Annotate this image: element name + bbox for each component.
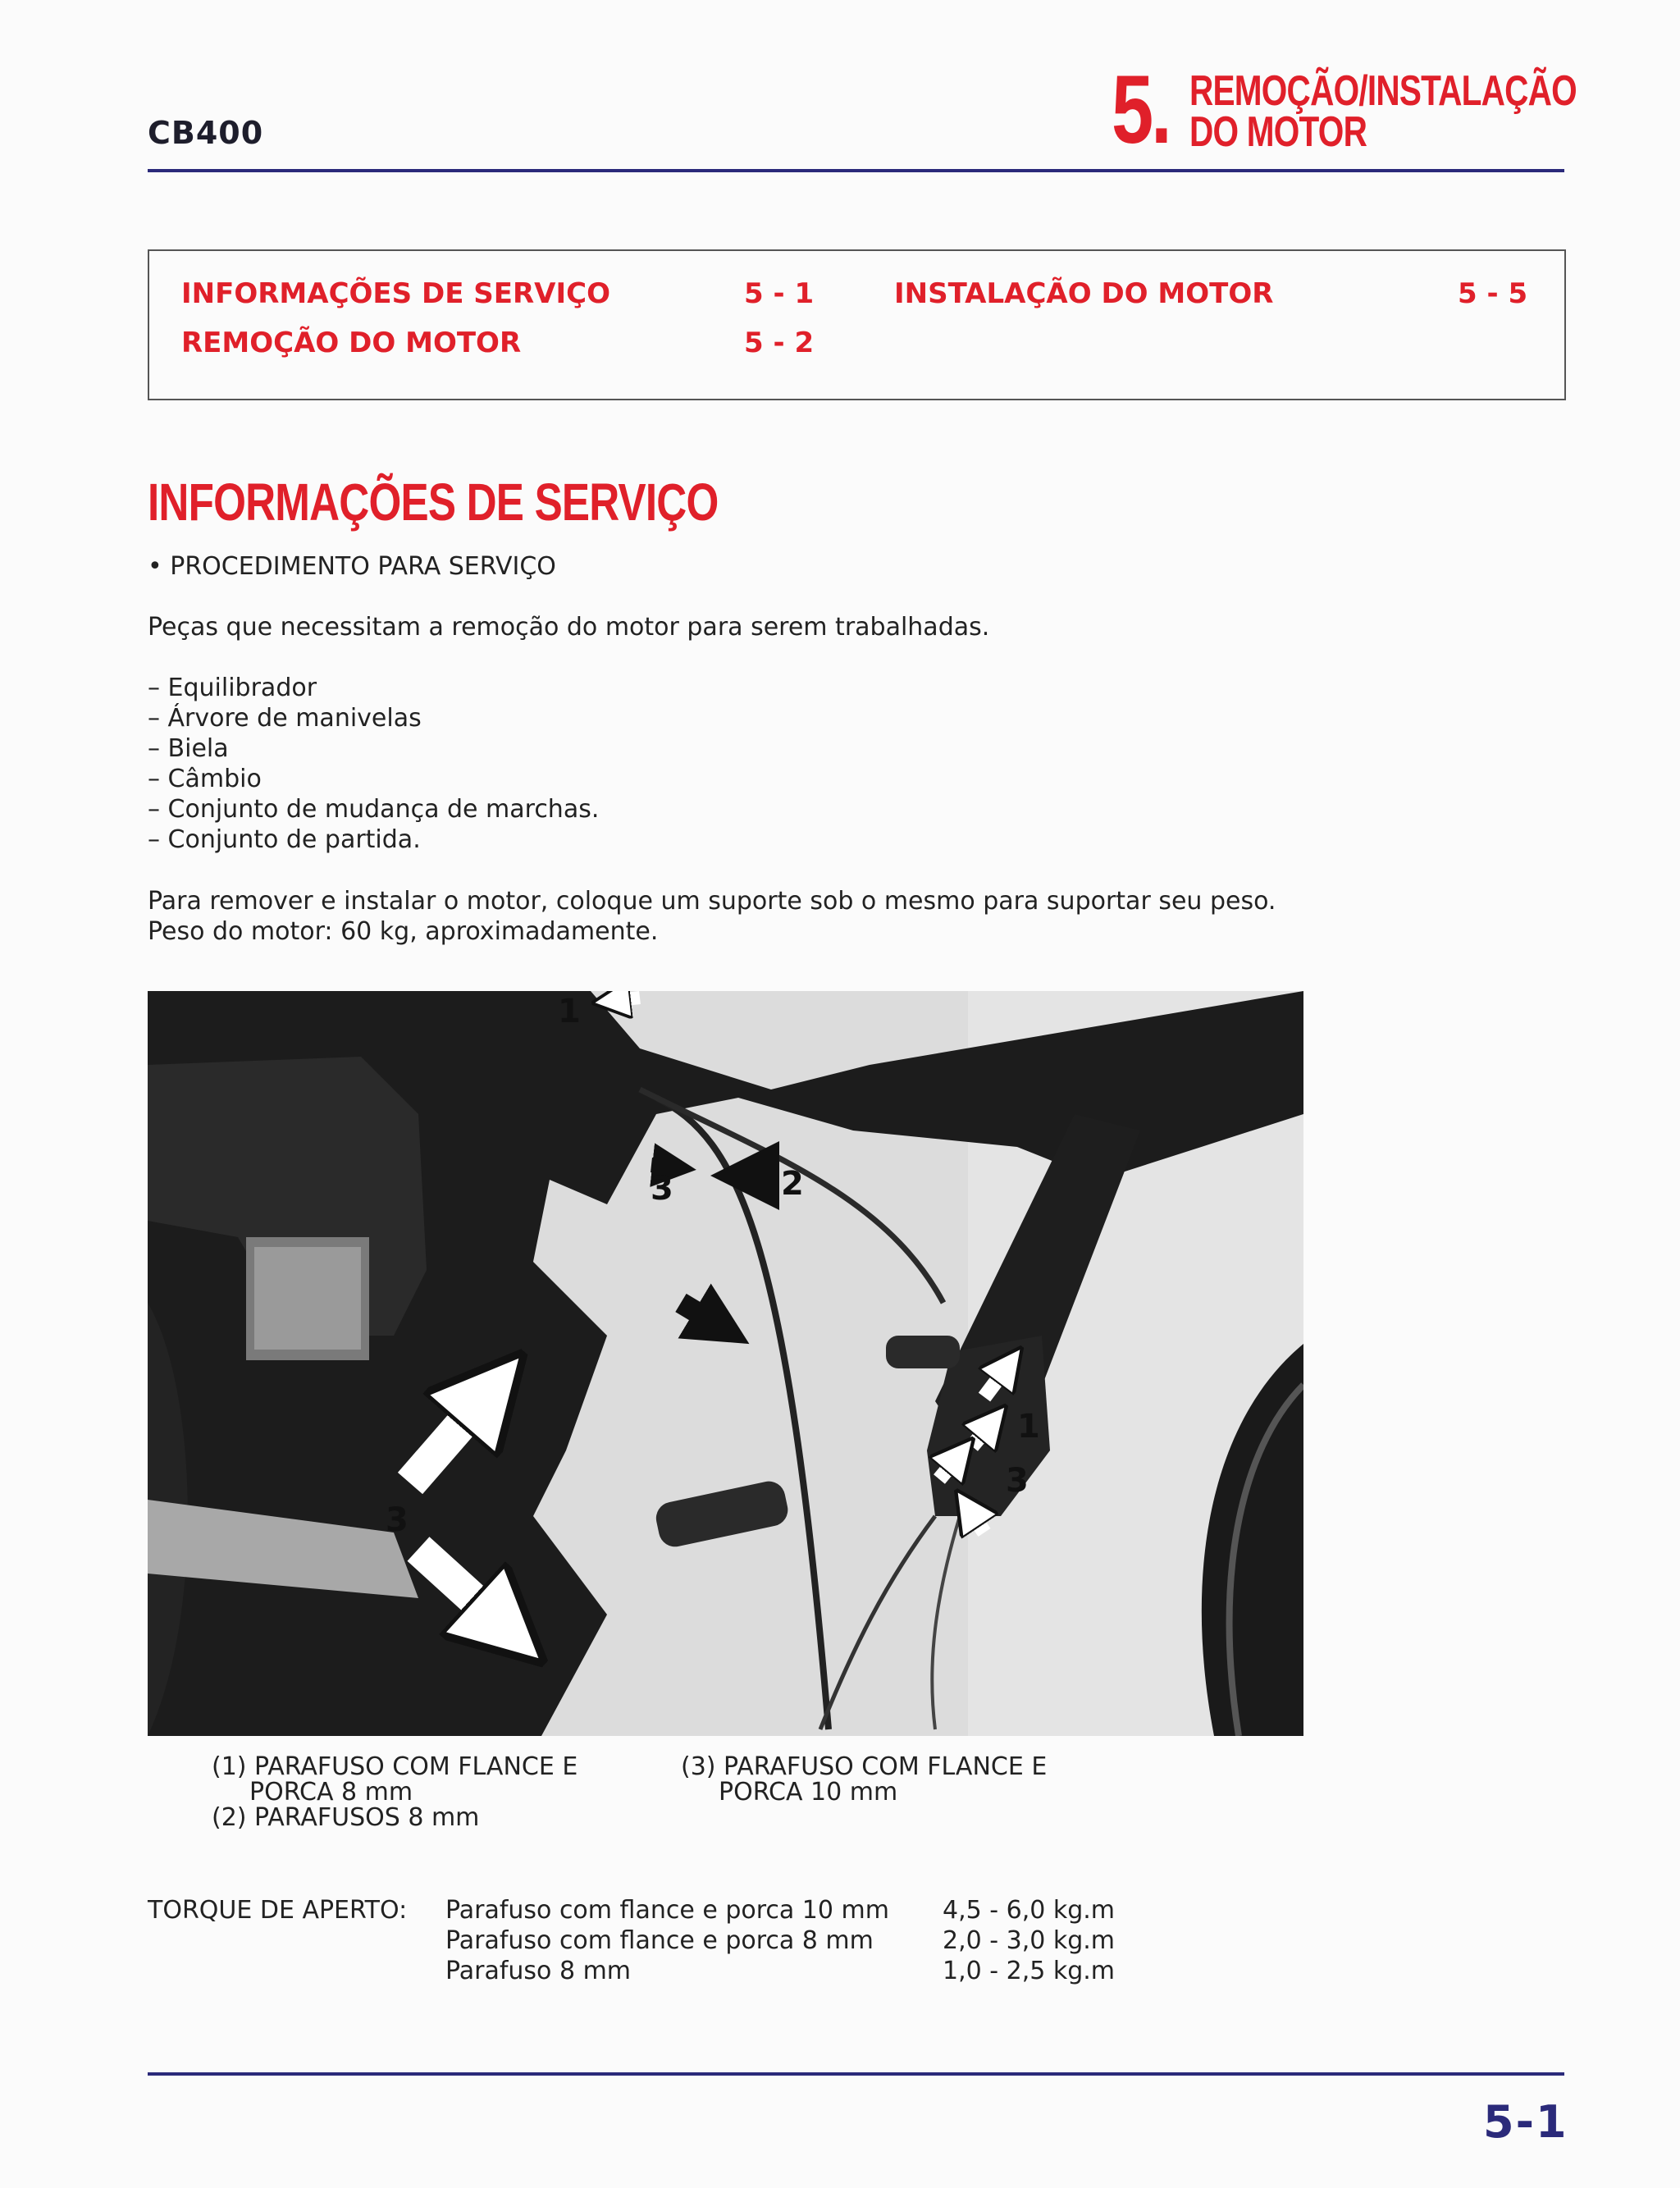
caption-1 (212, 1754, 578, 1830)
torque-item: Parafuso 8 mm (445, 1957, 632, 1985)
note-line-1: Para remover e instalar o motor, coloque um suporte sob o mesmo para suportar seu peso. (148, 887, 1276, 916)
toc-page-informacoes: 5 - 1 (744, 277, 815, 310)
toc-page-instalacao: 5 - 5 (1458, 277, 1528, 310)
footer-rule (148, 2072, 1564, 2076)
engine-photo (148, 991, 1303, 1736)
procedure-heading: • PROCEDIMENTO PARA SERVIÇO (148, 552, 556, 581)
torque-value: 2,0 - 3,0 kg.m (943, 1926, 1116, 1955)
section-title: INFORMAÇÕES DE SERVIÇO (148, 473, 719, 532)
toc-page-remocao: 5 - 2 (744, 327, 815, 359)
list-item: – Câmbio (148, 765, 262, 793)
note-line-2: Peso do motor: 60 kg, aproximadamente. (148, 917, 659, 946)
page-number: 5-1 (1483, 2096, 1568, 2148)
torque-items (445, 1895, 889, 1986)
torque-item: Parafuso com flance e porca 10 mm (445, 1896, 889, 1925)
header-rule (148, 169, 1564, 172)
callout-label: 3 (1006, 1462, 1029, 1500)
model-name: CB400 (148, 115, 264, 151)
torque-value: 1,0 - 2,5 kg.m (943, 1957, 1116, 1985)
list-item: – Árvore de manivelas (148, 704, 422, 733)
caption-2: (2) PARAFUSOS 8 mm (212, 1803, 480, 1832)
intro-text: Peças que necessitam a remoção do motor para serem trabalhadas. (148, 613, 990, 642)
torque-label: TORQUE DE APERTO: (148, 1896, 408, 1925)
toc-box (148, 249, 1566, 400)
caption-3 (681, 1754, 1047, 1805)
caption-1-line1: (1) PARAFUSO COM FLANCE E (212, 1752, 578, 1781)
callout-label: 2 (781, 1165, 804, 1203)
toc-item-informacoes[interactable]: INFORMAÇÕES DE SERVIÇO (181, 277, 610, 310)
chapter-title-line2: DO MOTOR (1189, 108, 1367, 156)
chapter-title-line1: REMOÇÃO/INSTALAÇÃO (1189, 67, 1577, 115)
caption-3-line1: (3) PARAFUSO COM FLANCE E (681, 1752, 1048, 1781)
callout-label: 1 (558, 993, 581, 1030)
chapter-number: 5. (1112, 56, 1170, 164)
caption-1-line2: PORCA 8 mm (249, 1778, 413, 1807)
toc-item-instalacao[interactable]: INSTALAÇÃO DO MOTOR (894, 277, 1274, 310)
list-item: – Equilibrador (148, 674, 317, 702)
torque-value: 4,5 - 6,0 kg.m (943, 1896, 1116, 1925)
toc-item-remocao[interactable]: REMOÇÃO DO MOTOR (181, 327, 522, 359)
list-item: – Conjunto de partida. (148, 825, 421, 854)
callout-label: 3 (651, 1170, 673, 1208)
torque-item: Parafuso com flance e porca 8 mm (445, 1926, 874, 1955)
callout-label: 1 (1017, 1408, 1040, 1446)
parts-list (148, 673, 599, 855)
callout-label: 3 (386, 1501, 409, 1539)
caption-3-line2: PORCA 10 mm (719, 1778, 898, 1807)
list-item: – Conjunto de mudança de marchas. (148, 795, 600, 824)
chapter-title (1189, 67, 1577, 156)
list-item: – Biela (148, 734, 229, 763)
torque-values (943, 1895, 1115, 1986)
note-text (148, 886, 1276, 947)
